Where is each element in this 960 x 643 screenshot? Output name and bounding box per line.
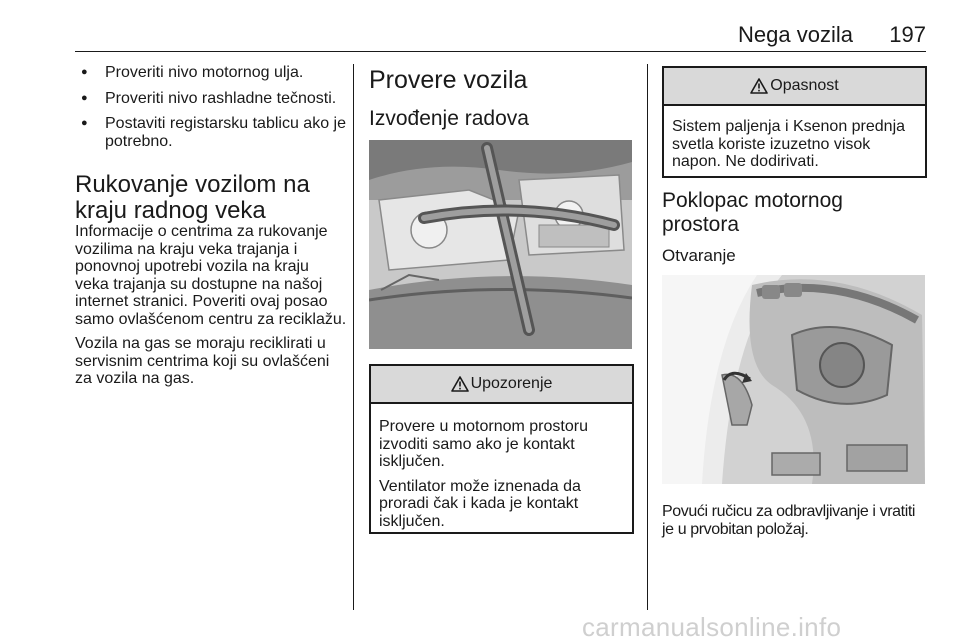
section-heading-hood: Poklopac motornog prostora [662,189,843,236]
warning-triangle-icon [750,78,768,94]
column-divider-right [647,64,648,610]
paragraph: Ventilator može iznenada da proradi čak i kada je kontakt isključen. [379,477,581,530]
warning-box-title: Upozorenje [470,375,553,392]
paragraph: Informacije o centrima za rukovanje vozilima na kraju veka trajanja i ponovnoj upotrebi vozila na kraju veka trajanja su dostupne na našoj internet stranici. Poveriti ovaj posao samo ovlašćenom centru za reciklažu. [75,223,347,328]
running-header-title: Nega vozila [738,22,853,47]
header-rule [75,51,926,52]
list-item: ● Proveriti nivo motornog ulja. [75,64,347,82]
engine-bay-image [369,140,632,349]
watermark: carmanualsonline.info [582,612,842,642]
hood-release-caption: Povući ručicu za odbravljivanje i vratiti je u prvobitan položaj. [662,503,916,538]
danger-box-title: Opasnost [770,77,839,94]
warning-box [369,364,634,534]
warning-box-header [371,366,632,404]
hood-release-illustration [662,275,925,484]
subsection-heading: Izvođenje radova [369,107,529,130]
list-item: ● Proveriti nivo rashladne tečnosti. [75,90,347,108]
paragraph: Provere u motornom prostoru izvoditi samo ako je kontakt isključen. [379,418,588,470]
danger-box-header [664,68,925,106]
paragraph: Sistem paljenja i Ksenon prednja svetla koriste izuzetno visok napon. Ne dodirivati. [672,118,906,170]
warning-box-body [371,404,632,540]
paragraph: Vozila na gas se moraju reciklirati u servisnim centrima koji su ovlašćeni za vozila na gas. [75,335,330,387]
end-of-life-text [75,223,347,388]
checklist [75,64,347,158]
page-number: 197 [889,22,926,47]
engine-bay-illustration [369,140,632,349]
danger-box [662,66,927,178]
warning-triangle-icon [451,376,469,392]
danger-box-body [664,106,925,181]
hood-release-image [662,275,925,484]
subsection-heading: Otvaranje [662,246,736,265]
list-item: ● Postaviti registarsku tablicu ako je potrebno. [75,115,347,150]
page-title: Provere vozila [369,66,528,94]
column-divider-left [353,64,354,610]
section-heading-end-of-life: Rukovanje vozilom na kraju radnog veka [75,171,310,224]
